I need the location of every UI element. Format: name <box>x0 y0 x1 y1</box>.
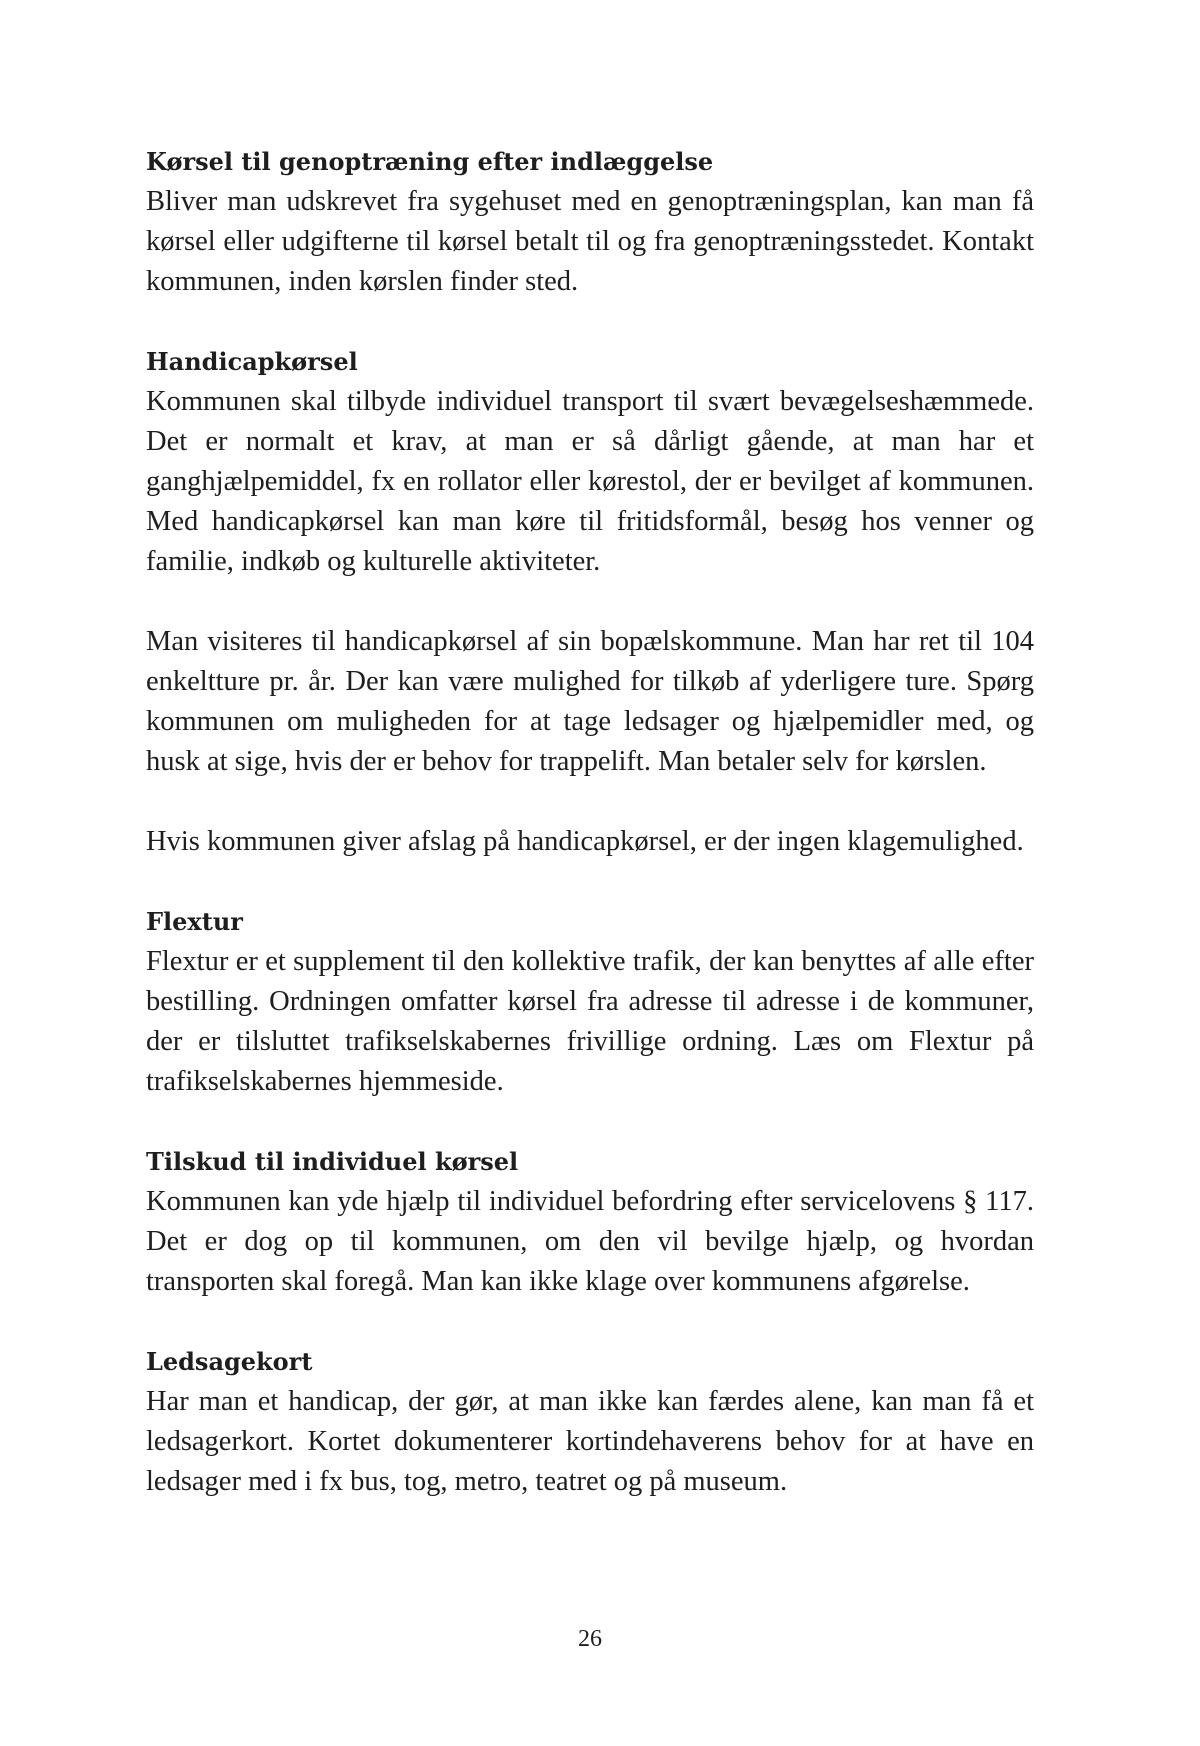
body-paragraph: Bliver man udskrevet fra sygehuset med en genoptræningsplan, kan man få kørsel eller udgifterne til kørsel betalt til og fra genoptræningsstedet. Kontakt kommunen, inden kørslen finder sted. <box>146 186 1034 297</box>
page-content <box>146 142 1034 1542</box>
body-paragraph: Man visiteres til handicapkørsel af sin bopælskommune. Man har ret til 104 enkeltture pr. år. Der kan være mulighed for tilkøb af yderligere ture. Spørg kommunen om muligheden for at tage ledsager og hjælpemidler med, og husk at sige, hvis der er behov for trappelift. Man betaler selv for kørslen. <box>146 626 1034 777</box>
body-paragraph: Kommunen kan yde hjælp til individuel befordring efter servicelovens § 117. Det er dog op til kommunen, om den vil bevilge hjælp, og hvordan transporten skal foregå. Man kan ikke klage over kommunens afgørelse. <box>146 1186 1034 1297</box>
body-paragraph: Kommunen skal tilbyde individuel transport til svært bevægelseshæmmede. Det er normalt et krav, at man er så dårligt gående, at man har et ganghjælpemiddel, fx en rollator eller kørestol, der er bevilget af kommunen. Med handicapkørsel kan man køre til fritidsformål, besøg hos venner og familie, indkøb og kulturelle aktiviteter. <box>146 386 1034 577</box>
body-paragraph: Har man et handicap, der gør, at man ikke kan færdes alene, kan man få et ledsagerkort. Kortet dokumenterer kortindehaverens behov for at have en ledsager med i fx bus, tog, metro, teatret og på museum. <box>146 1386 1034 1497</box>
section-tilskud <box>146 1142 1034 1302</box>
section-heading: Kørsel til genoptræning efter indlæggelse <box>146 147 714 176</box>
section-heading: Tilskud til individuel kørsel <box>146 1147 519 1176</box>
section-genoptraening <box>146 142 1034 302</box>
page-number: 26 <box>578 1626 602 1652</box>
section-handicapkoersel <box>146 342 1034 862</box>
section-heading: Handicapkørsel <box>146 347 358 376</box>
section-heading: Flextur <box>146 907 243 936</box>
section-flextur <box>146 902 1034 1102</box>
section-ledsagekort <box>146 1342 1034 1502</box>
body-paragraph: Flextur er et supplement til den kollektive trafik, der kan benyttes af alle efter bestilling. Ordningen omfatter kørsel fra adresse til adresse i de kommuner, der er tilsluttet trafikselskabernes frivillige ordning. Læs om Flextur på trafikselskabernes hjemmeside. <box>146 946 1034 1097</box>
body-paragraph: Hvis kommunen giver afslag på handicapkørsel, er der ingen klagemulighed. <box>146 826 1024 857</box>
section-heading: Ledsagekort <box>146 1347 313 1376</box>
